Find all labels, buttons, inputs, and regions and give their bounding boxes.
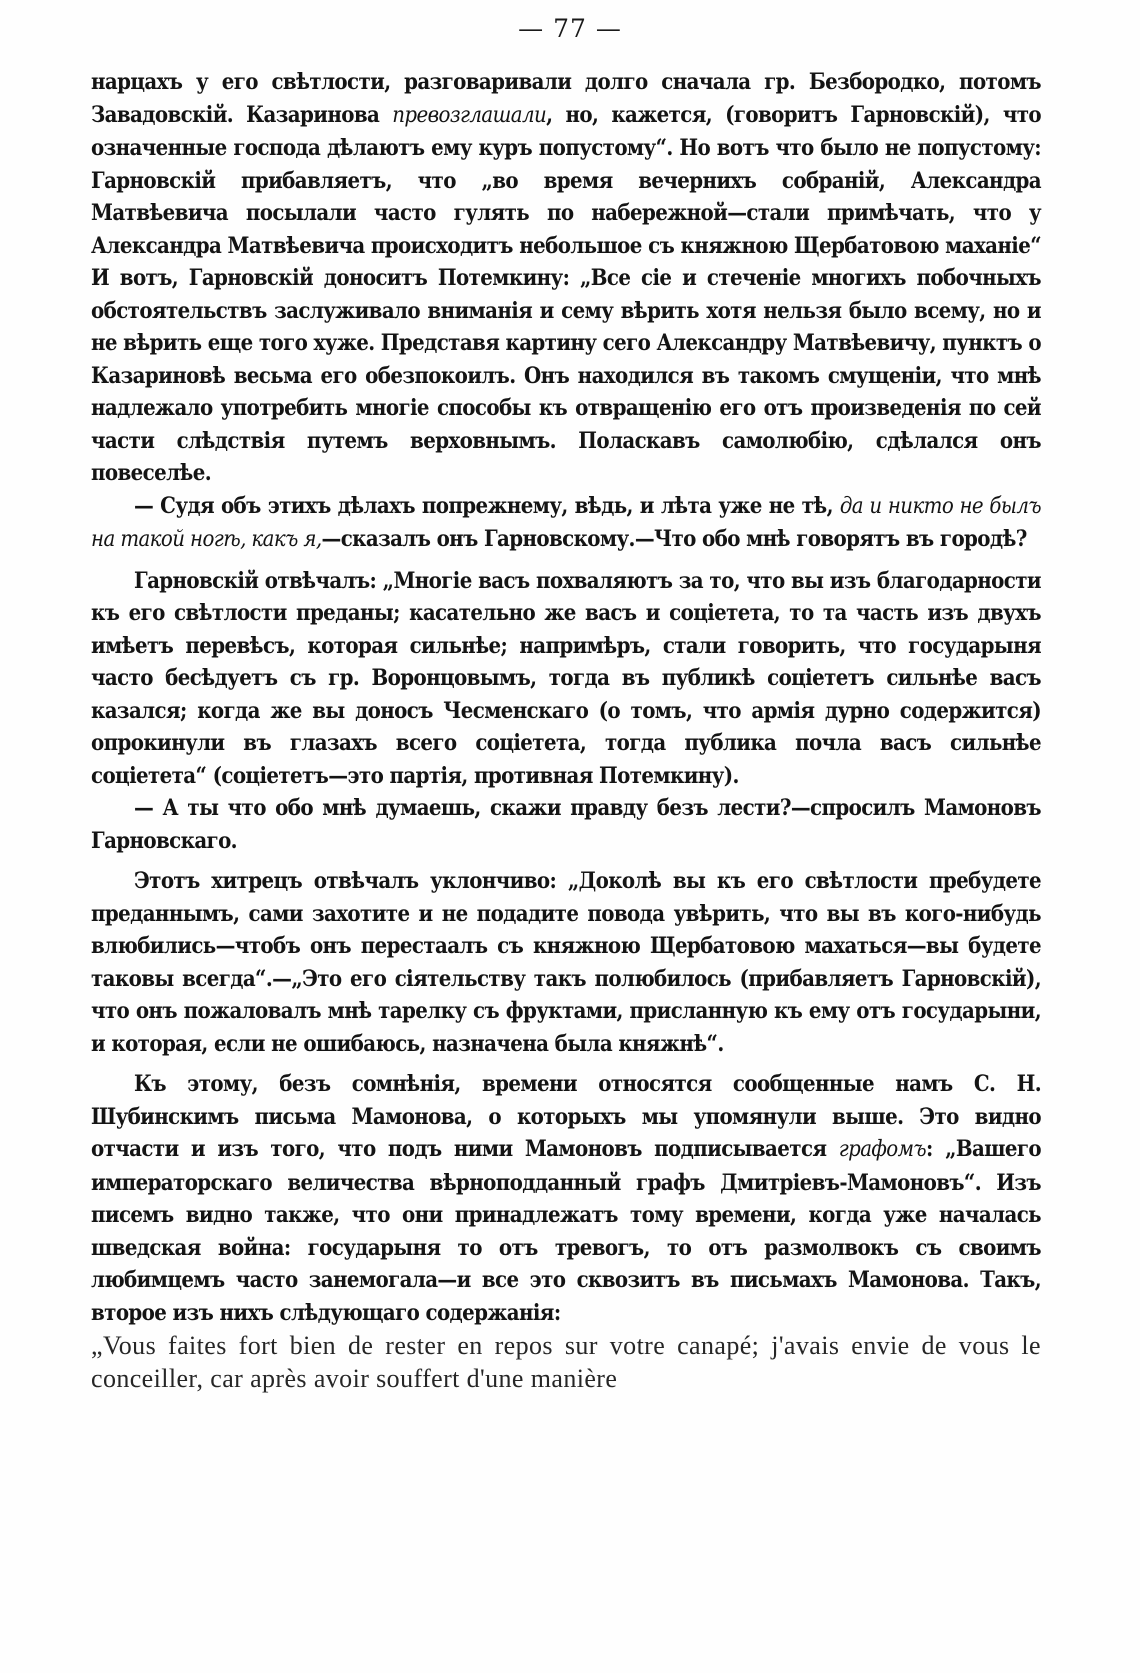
text-segment: : „Вашего императорскаго величества вѣрноподданный графъ Дмитріевъ-Мамоновъ“. Изъ писемъ видно также, что они принадлежатъ тому времени, когда уже началась шведская война: государыня то отъ тревогъ, то отъ размолвокъ съ своимъ любимцемъ часто занемогала—и все это сквозитъ въ письмахъ Мамонова. Такъ, второе изъ нихъ слѣдующаго содержанія: <box>91 1136 1041 1326</box>
text-segment: Гарновскій отвѣчалъ: „Многіе васъ похваляютъ за то, что вы изъ благодарности къ его свѣтлости преданы; касательно же васъ и соціетета, то та часть изъ двухъ имѣетъ перевѣсъ, которая сильнѣе; напримѣръ, стали говорить, что государыня часто бесѣдуетъ съ гр. Воронцовымъ, тогда въ публикѣ соціететъ сильнѣе васъ казался; когда же вы доносъ Чесменскаго (о томъ, что армія дурно содержится) опрокинули въ глазахъ всего соціетета, тогда публика почла васъ сильнѣе соціетета“ (соціететъ—это партія, противная Потемкину). <box>91 567 1041 789</box>
paragraph <box>91 865 1041 1060</box>
body-text <box>91 66 1041 1395</box>
text-segment: „Vous faites fort bien de rester en repos sur votre canapé; j'avais envie de vous le conceiller, car après avoir souffert d'une manière <box>91 1331 1041 1393</box>
paragraph <box>91 490 1041 557</box>
text-segment: Этотъ хитрецъ отвѣчалъ уклончиво: „Доколѣ вы къ его свѣтлости пребудете преданнымъ, сами захотите и не подадите повода увѣрить, что вы въ кого-нибудь влюбились—чтобъ онъ перестаалъ съ княжною Щербатовою махаться—вы будете таковы всегда“.—„Это его сіятельству такъ полюбилось (прибавляетъ Гарновскій), что онъ пожаловалъ мнѣ тарелку съ фруктами, присланную къ ему отъ государыни, и которая, если не ошибаюсь, назначена была княжнѣ“. <box>91 868 1041 1057</box>
text-segment: , но, кажется, (говоритъ Гарновскій), что означенные господа дѣлаютъ ему куръ попустому“. Но вотъ что было не попустому: Гарновскій прибавляетъ, что „во время вечернихъ собраній, Александра Матвѣевича посылали часто гулять по набережной—стали примѣчать, что у Александра Матвѣевича происходитъ небольшое съ княжною Щербатовою маханіе“ И вотъ, Гарновскій доноситъ Потемкину: „Все сіе и стеченіе многихъ побочныхъ обстоятельствъ заслуживало вниманія и сему вѣрить хотя нельзя было всему, но и не вѣрить еще того хуже. Представя картину сего Александру Матвѣевичу, пунктъ о Казариновѣ весьма его обезпокоилъ. Онъ находился въ такомъ смущеніи, что мнѣ надлежало употребить многіе способы къ отвращенію его отъ произведенія по сей части слѣдствія путемъ верховнымъ. Поласкавъ самолюбію, сдѣлался онъ повеселѣе. <box>91 101 1042 486</box>
page-number: — 77 — <box>518 14 622 43</box>
italic-segment: графомъ <box>838 1137 927 1162</box>
italic-segment: превозглашали <box>392 102 547 128</box>
text-segment: —сказалъ онъ Гарновскому.—Что обо мнѣ говорятъ въ городѣ? <box>321 526 1027 552</box>
paragraph-french-quote <box>91 1329 1041 1395</box>
text-segment: — Судя объ этихъ дѣлахъ попрежнему, вѣдь, и лѣта уже не тѣ, <box>134 492 840 519</box>
text-segment: — А ты что обо мнѣ думаешь, скажи правду безъ лести?—спросилъ Мамоновъ Гарновскаго. <box>91 795 1041 854</box>
paragraph <box>91 792 1041 857</box>
italic-segment: да и никто не былъ на такой ногѣ, какъ я, <box>91 493 1041 552</box>
text-segment: нарцахъ у его свѣтлости, разговаривали долго сначала гр. Безбородко, потомъ Завадовскій. Казаринова <box>91 69 1041 128</box>
paragraph <box>91 1068 1041 1329</box>
paragraph <box>91 565 1041 793</box>
paragraph <box>91 66 1041 490</box>
text-segment: Къ этому, безъ сомнѣнія, времени относятся сообщенные намъ С. Н. Шубинскимъ письма Мамонова, о которыхъ мы упомянули выше. Это видно отчасти и изъ того, что подъ ними Мамоновъ подписывается <box>91 1071 1041 1162</box>
